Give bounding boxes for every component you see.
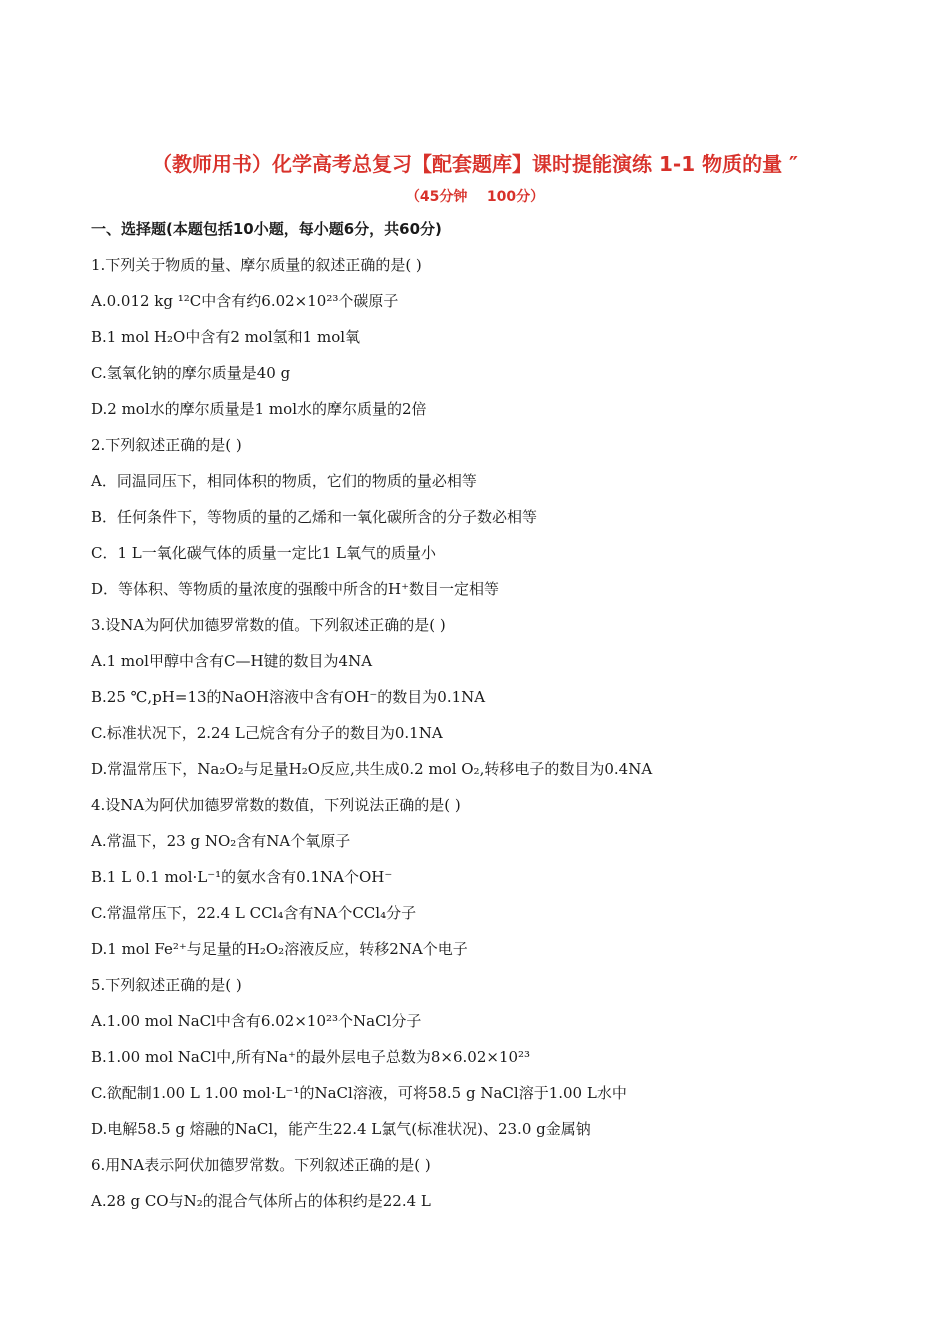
question-4-option-a: A.常温下，23 g NO₂含有NA个氧原子 xyxy=(91,832,351,850)
question-4-option-c: C.常温常压下，22.4 L CCl₄含有NA个CCl₄分子 xyxy=(91,904,417,922)
question-5-option-d: D.电解58.5 g 熔融的NaCl，能产生22.4 L氯气(标准状况)、23.0 g金属钠 xyxy=(91,1120,591,1138)
question-2-stem: 2.下列叙述正确的是( ) xyxy=(91,436,242,454)
question-3-option-a: A.1 mol甲醇中含有C—H键的数目为4NA xyxy=(91,652,373,670)
question-1-option-d: D.2 mol水的摩尔质量是1 mol水的摩尔质量的2倍 xyxy=(91,400,427,418)
question-4-option-d: D.1 mol Fe²⁺与足量的H₂O₂溶液反应，转移2NA个电子 xyxy=(91,940,468,958)
question-2-option-d: D．等体积、等物质的量浓度的强酸中所含的H⁺数目一定相等 xyxy=(91,580,500,598)
question-1-option-a: A.0.012 kg ¹²C中含有约6.02×10²³个碳原子 xyxy=(91,292,399,310)
document-body xyxy=(91,217,891,1225)
question-6-stem: 6.用NA表示阿伏加德罗常数。下列叙述正确的是( ) xyxy=(91,1156,431,1174)
section-heading: 一、选择题(本题包括10小题，每小题6分，共60分) xyxy=(91,220,442,238)
question-2-option-b: B．任何条件下，等物质的量的乙烯和一氧化碳所含的分子数必相等 xyxy=(91,508,538,526)
question-1-option-b: B.1 mol H₂O中含有2 mol氢和1 mol氧 xyxy=(91,328,361,346)
question-4-option-b: B.1 L 0.1 mol·L⁻¹的氨水含有0.1NA个OH⁻ xyxy=(91,868,393,886)
question-5-option-c: C.欲配制1.00 L 1.00 mol·L⁻¹的NaCl溶液，可将58.5 g NaCl溶于1.00 L水中 xyxy=(91,1084,627,1102)
question-3-option-d: D.常温常压下，Na₂O₂与足量H₂O反应,共生成0.2 mol O₂,转移电子的数目为0.4NA xyxy=(91,760,653,778)
question-1-option-c: C.氢氧化钠的摩尔质量是40 g xyxy=(91,364,291,382)
question-5-option-b: B.1.00 mol NaCl中,所有Na⁺的最外层电子总数为8×6.02×10²³ xyxy=(91,1048,531,1066)
document-title: （教师用书）化学高考总复习【配套题库】课时提能演练 1-1 物质的量 ″ xyxy=(152,152,798,176)
question-6-option-a: A.28 g CO与N₂的混合气体所占的体积约是22.4 L xyxy=(91,1192,431,1210)
question-3-option-b: B.25 ℃,pH=13的NaOH溶液中含有OH⁻的数目为0.1NA xyxy=(91,688,486,706)
question-4-stem: 4.设NA为阿伏加德罗常数的数值，下列说法正确的是( ) xyxy=(91,796,461,814)
question-2-option-a: A．同温同压下，相同体积的物质，它们的物质的量必相等 xyxy=(91,472,477,490)
question-1-stem: 1.下列关于物质的量、摩尔质量的叙述正确的是( ) xyxy=(91,256,422,274)
question-3-option-c: C.标准状况下，2.24 L己烷含有分子的数目为0.1NA xyxy=(91,724,443,742)
question-3-stem: 3.设NA为阿伏加德罗常数的值。下列叙述正确的是( ) xyxy=(91,616,446,634)
question-5-stem: 5.下列叙述正确的是( ) xyxy=(91,976,242,994)
document-subtitle: （45分钟 100分） xyxy=(405,189,545,205)
question-2-option-c: C．1 L一氧化碳气体的质量一定比1 L氧气的质量小 xyxy=(91,544,437,562)
question-5-option-a: A.1.00 mol NaCl中含有6.02×10²³个NaCl分子 xyxy=(91,1012,422,1030)
